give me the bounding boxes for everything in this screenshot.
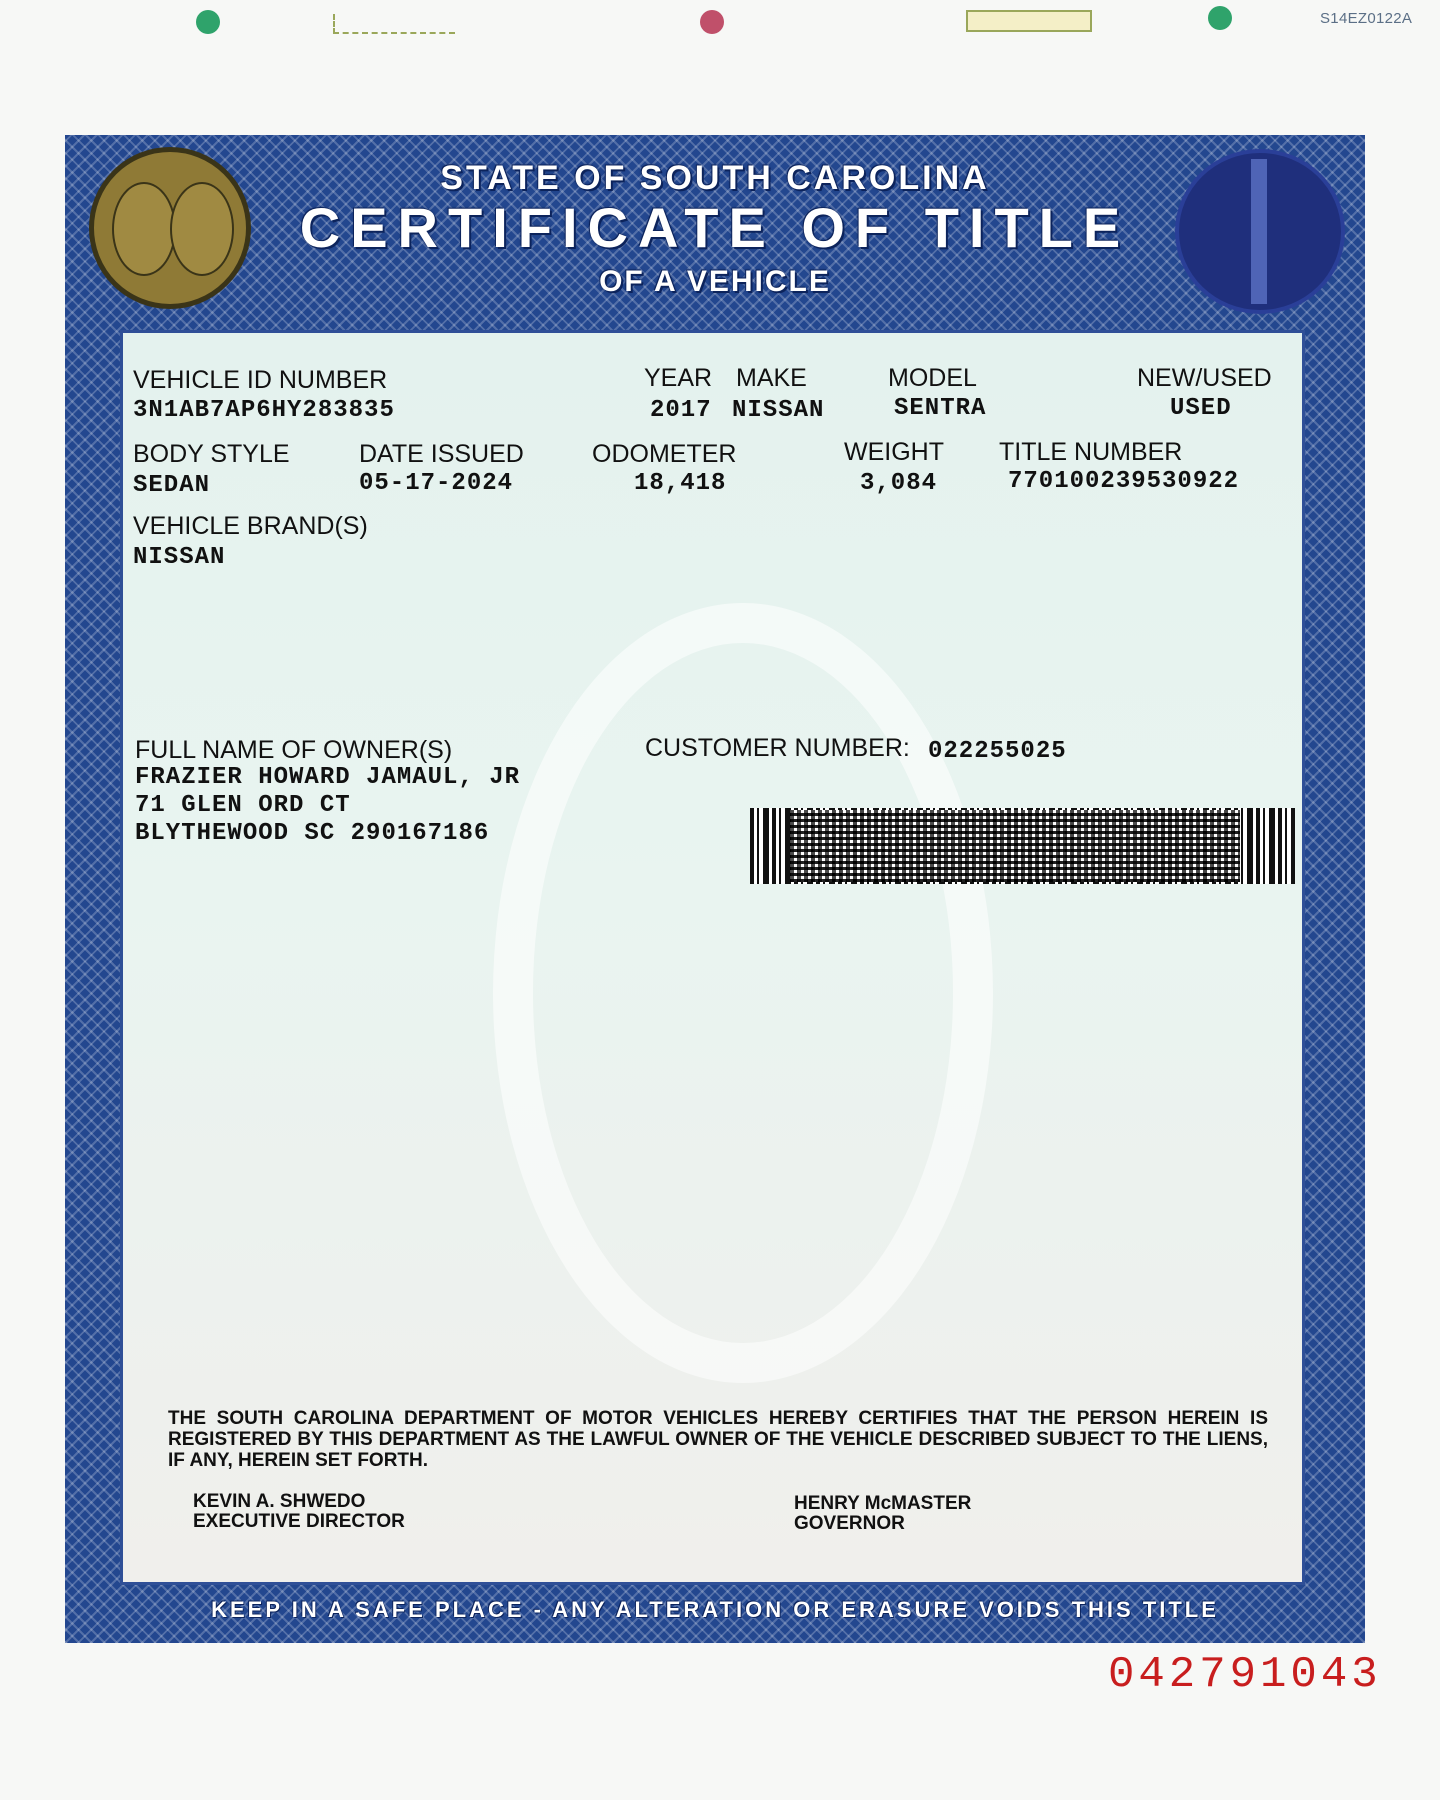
registration-dot-3 <box>1208 6 1232 30</box>
odometer-label: ODOMETER <box>592 440 737 468</box>
new-used-value: USED <box>1170 395 1232 422</box>
owner-city-line: BLYTHEWOOD SC 290167186 <box>135 820 490 847</box>
date-issued-value: 05-17-2024 <box>359 470 514 497</box>
barcode-icon <box>750 808 1295 884</box>
vehicle-brands-label: VEHICLE BRAND(S) <box>133 512 368 540</box>
registration-mark-right <box>966 10 1092 32</box>
make-label: MAKE <box>736 364 807 392</box>
signer2-title: GOVERNOR <box>794 1513 905 1534</box>
odometer-value: 18,418 <box>634 470 727 497</box>
registration-mark-left <box>333 14 455 34</box>
form-code: S14EZ0122A <box>1320 10 1413 27</box>
header-title: CERTIFICATE OF TITLE <box>299 196 1131 259</box>
weight-value: 3,084 <box>860 470 938 497</box>
footer-warning: KEEP IN A SAFE PLACE - ANY ALTERATION OR ERASURE VOIDS THIS TITLE <box>211 1597 1219 1622</box>
vehicle-brands-value: NISSAN <box>133 544 226 571</box>
model-label: MODEL <box>888 364 977 392</box>
owner-name: FRAZIER HOWARD JAMAUL, JR <box>135 764 521 791</box>
certification-statement: THE SOUTH CAROLINA DEPARTMENT OF MOTOR VEHICLES HEREBY CERTIFIES THAT THE PERSON HEREIN IS REGISTERED BY THIS DEPARTMENT AS THE LAWFUL OWNER OF THE VEHICLE DESCRIBED SUBJECT TO THE LIENS, IF ANY, HEREIN SET FORTH. <box>168 1408 1268 1471</box>
year-label: YEAR <box>644 364 713 392</box>
weight-label: WEIGHT <box>844 438 944 466</box>
title-number-label: TITLE NUMBER <box>999 438 1183 466</box>
header-state: STATE OF SOUTH CAROLINA <box>440 159 990 197</box>
signer1-name: KEVIN A. SHWEDO <box>193 1491 366 1512</box>
serial-number: 042791043 <box>1108 1650 1382 1700</box>
year-value: 2017 <box>650 397 712 424</box>
seal-watermark-icon <box>493 603 993 1383</box>
owner-label: FULL NAME OF OWNER(S) <box>135 736 453 764</box>
owner-street: 71 GLEN ORD CT <box>135 792 351 819</box>
header-band <box>65 135 1365 325</box>
signer1-title: EXECUTIVE DIRECTOR <box>193 1511 405 1532</box>
customer-number-value: 022255025 <box>928 738 1067 765</box>
model-value: SENTRA <box>894 395 987 422</box>
body-style-value: SEDAN <box>133 472 211 499</box>
registration-dot-2 <box>700 10 724 34</box>
new-used-label: NEW/USED <box>1137 364 1272 392</box>
signer2-name: HENRY McMASTER <box>794 1493 972 1514</box>
customer-number-label: CUSTOMER NUMBER: <box>645 734 910 762</box>
registration-dot-1 <box>196 10 220 34</box>
title-number-value: 770100239530922 <box>1008 468 1240 495</box>
vin-label: VEHICLE ID NUMBER <box>133 366 388 394</box>
body-style-label: BODY STYLE <box>133 440 290 468</box>
date-issued-label: DATE ISSUED <box>359 440 524 468</box>
vin-value: 3N1AB7AP6HY283835 <box>133 397 395 424</box>
header-subtitle: OF A VEHICLE <box>599 265 831 298</box>
make-value: NISSAN <box>732 397 825 424</box>
